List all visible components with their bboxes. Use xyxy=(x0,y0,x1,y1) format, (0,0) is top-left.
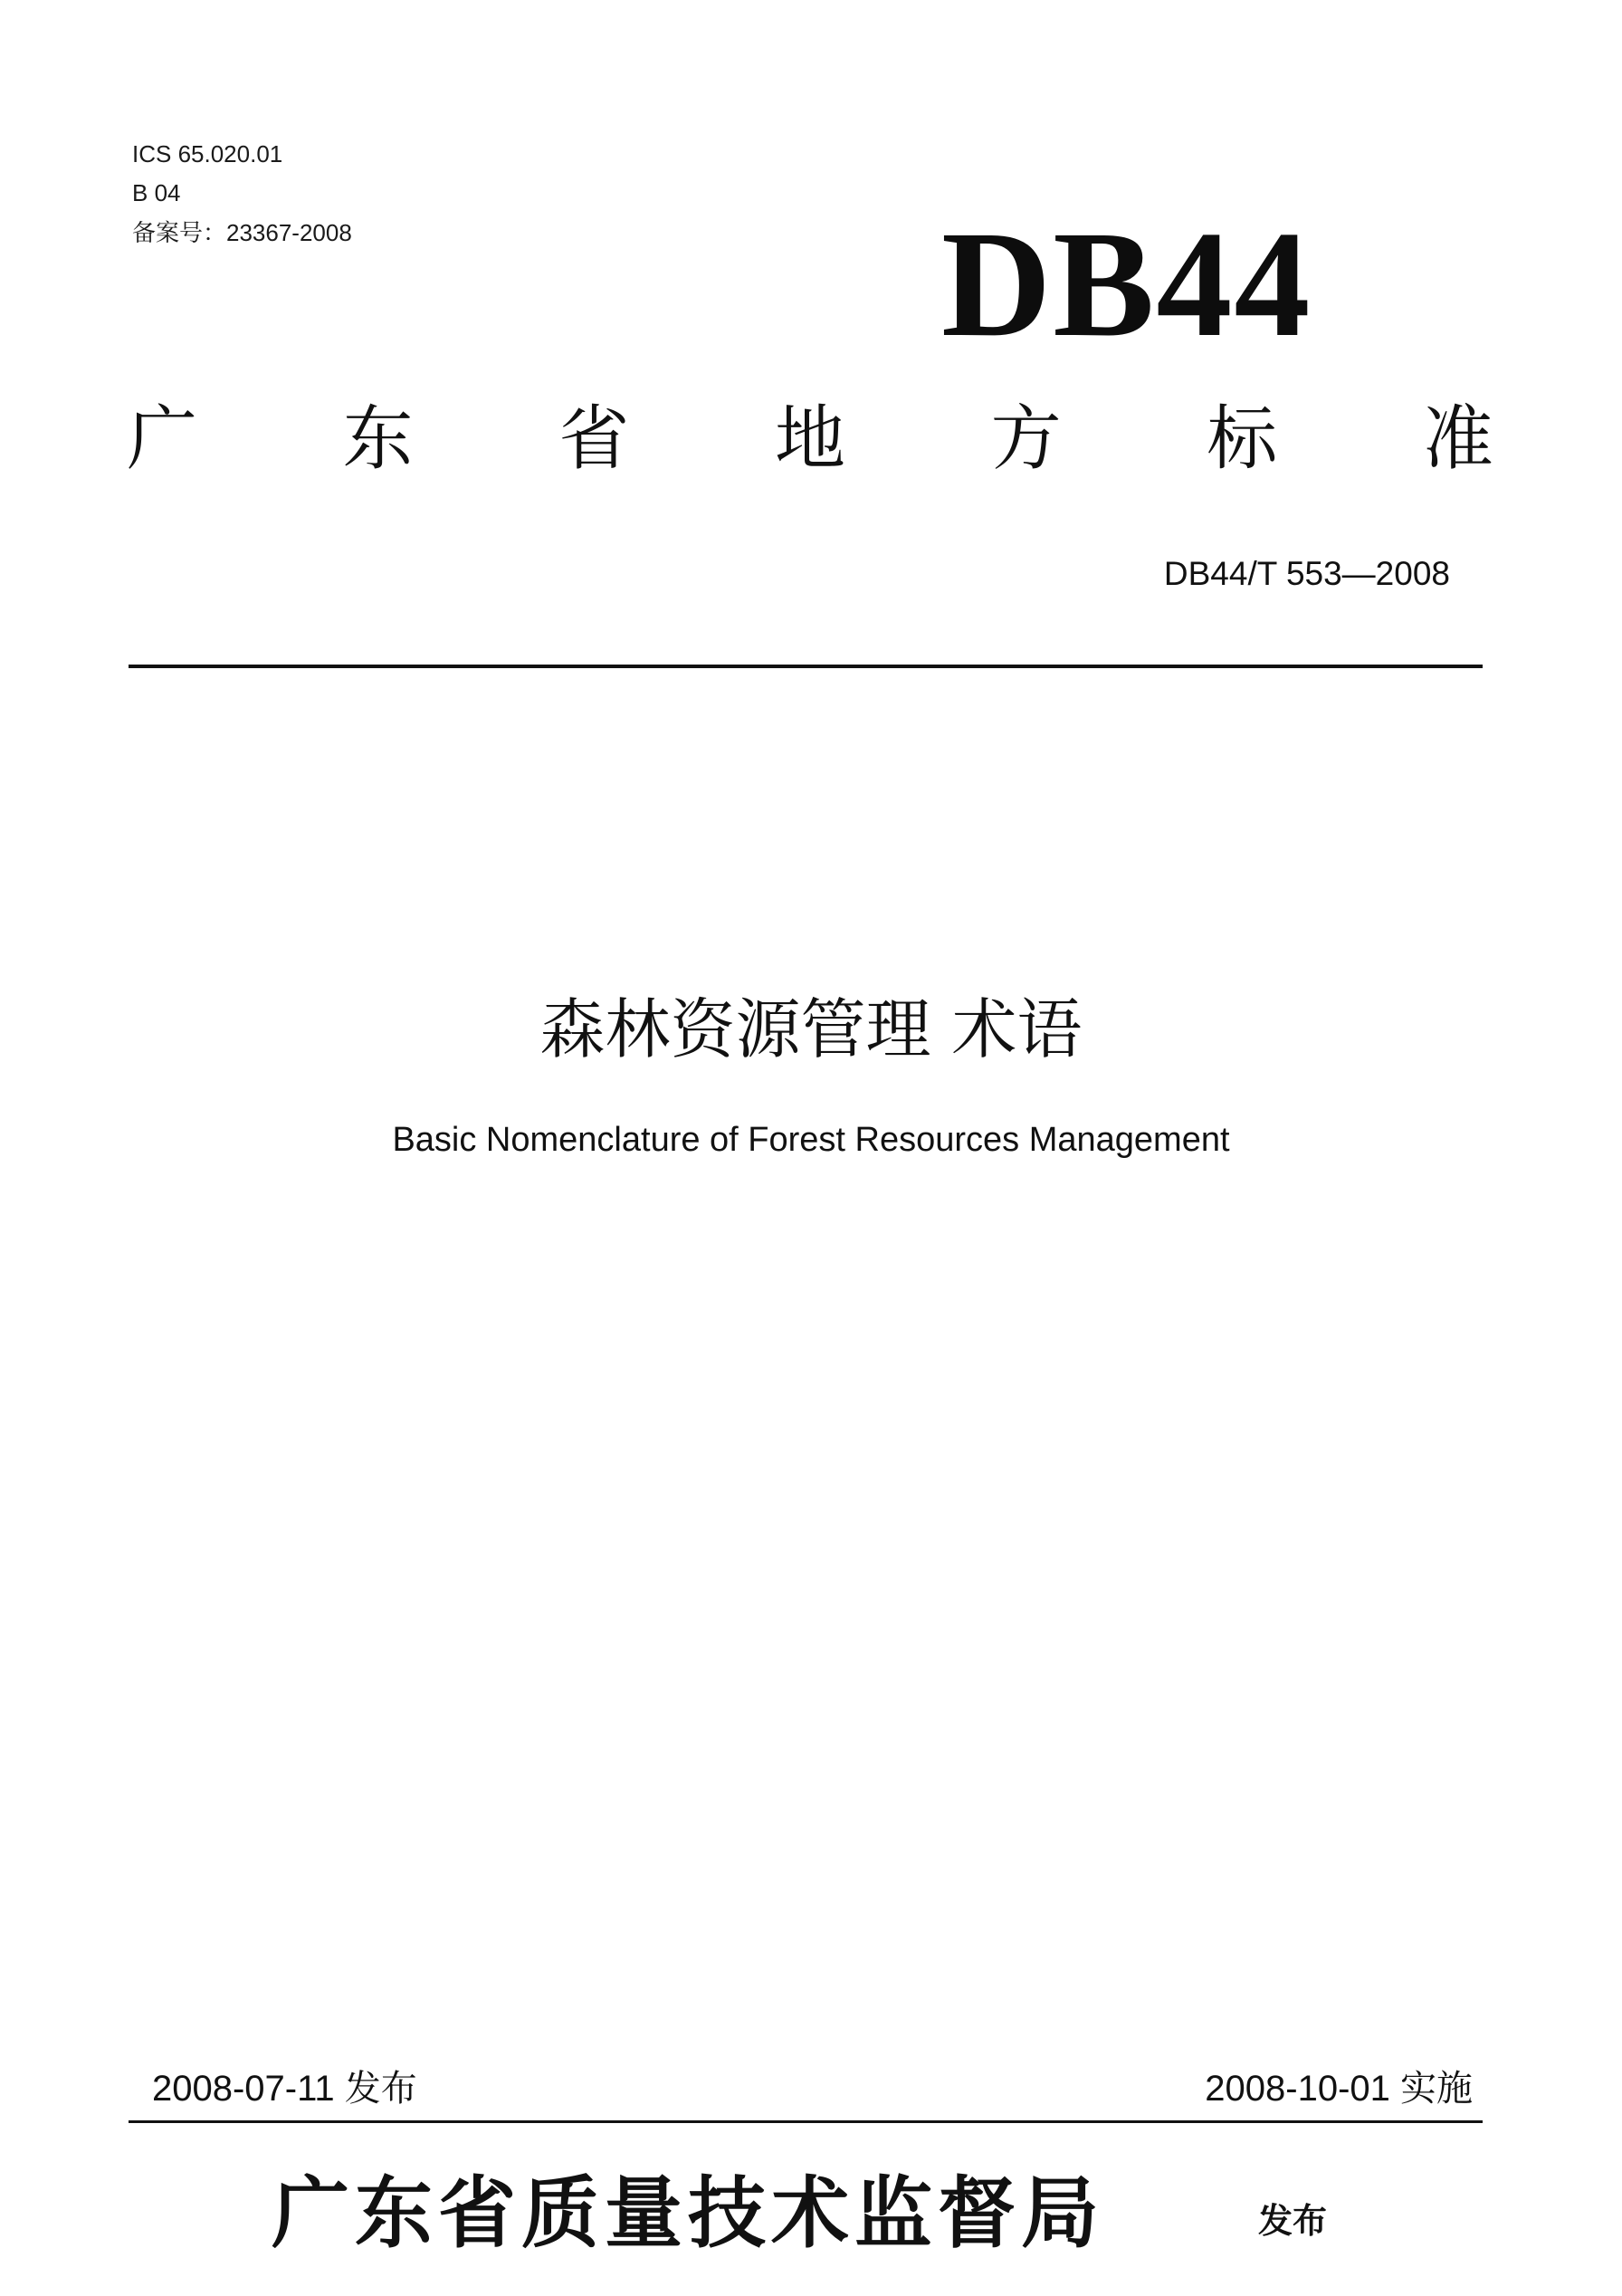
title-chinese: 森林资源管理 术语 xyxy=(539,991,1083,1067)
document-type-heading xyxy=(127,398,1493,480)
issue-date: 2008-07-11 发布 xyxy=(152,2069,417,2109)
doctype-char: 准 xyxy=(1422,398,1493,480)
registration-number: 备案号：23367-2008 xyxy=(132,219,352,246)
doctype-char: 标 xyxy=(1207,398,1278,480)
publish-label: 发布 xyxy=(1258,2201,1328,2241)
doctype-char: 地 xyxy=(774,398,845,480)
top-divider xyxy=(129,665,1483,668)
db44-logo: DB44 xyxy=(941,200,1312,368)
ics-code: ICS 65.020.01 xyxy=(132,140,283,167)
title-english: Basic Nomenclature of Forest Resources Management xyxy=(392,1121,1230,1159)
doctype-char: 东 xyxy=(342,398,414,480)
standard-number: DB44/T 553—2008 xyxy=(1163,555,1450,592)
classification-code: B 04 xyxy=(132,179,181,206)
doctype-char: 方 xyxy=(990,398,1062,480)
implementation-date: 2008-10-01 实施 xyxy=(1205,2069,1473,2109)
doctype-char: 广 xyxy=(127,398,198,480)
publisher-name: 广东省质量技术监督局 xyxy=(272,2167,1104,2259)
bottom-divider xyxy=(129,2120,1483,2123)
doctype-char: 省 xyxy=(558,398,630,480)
